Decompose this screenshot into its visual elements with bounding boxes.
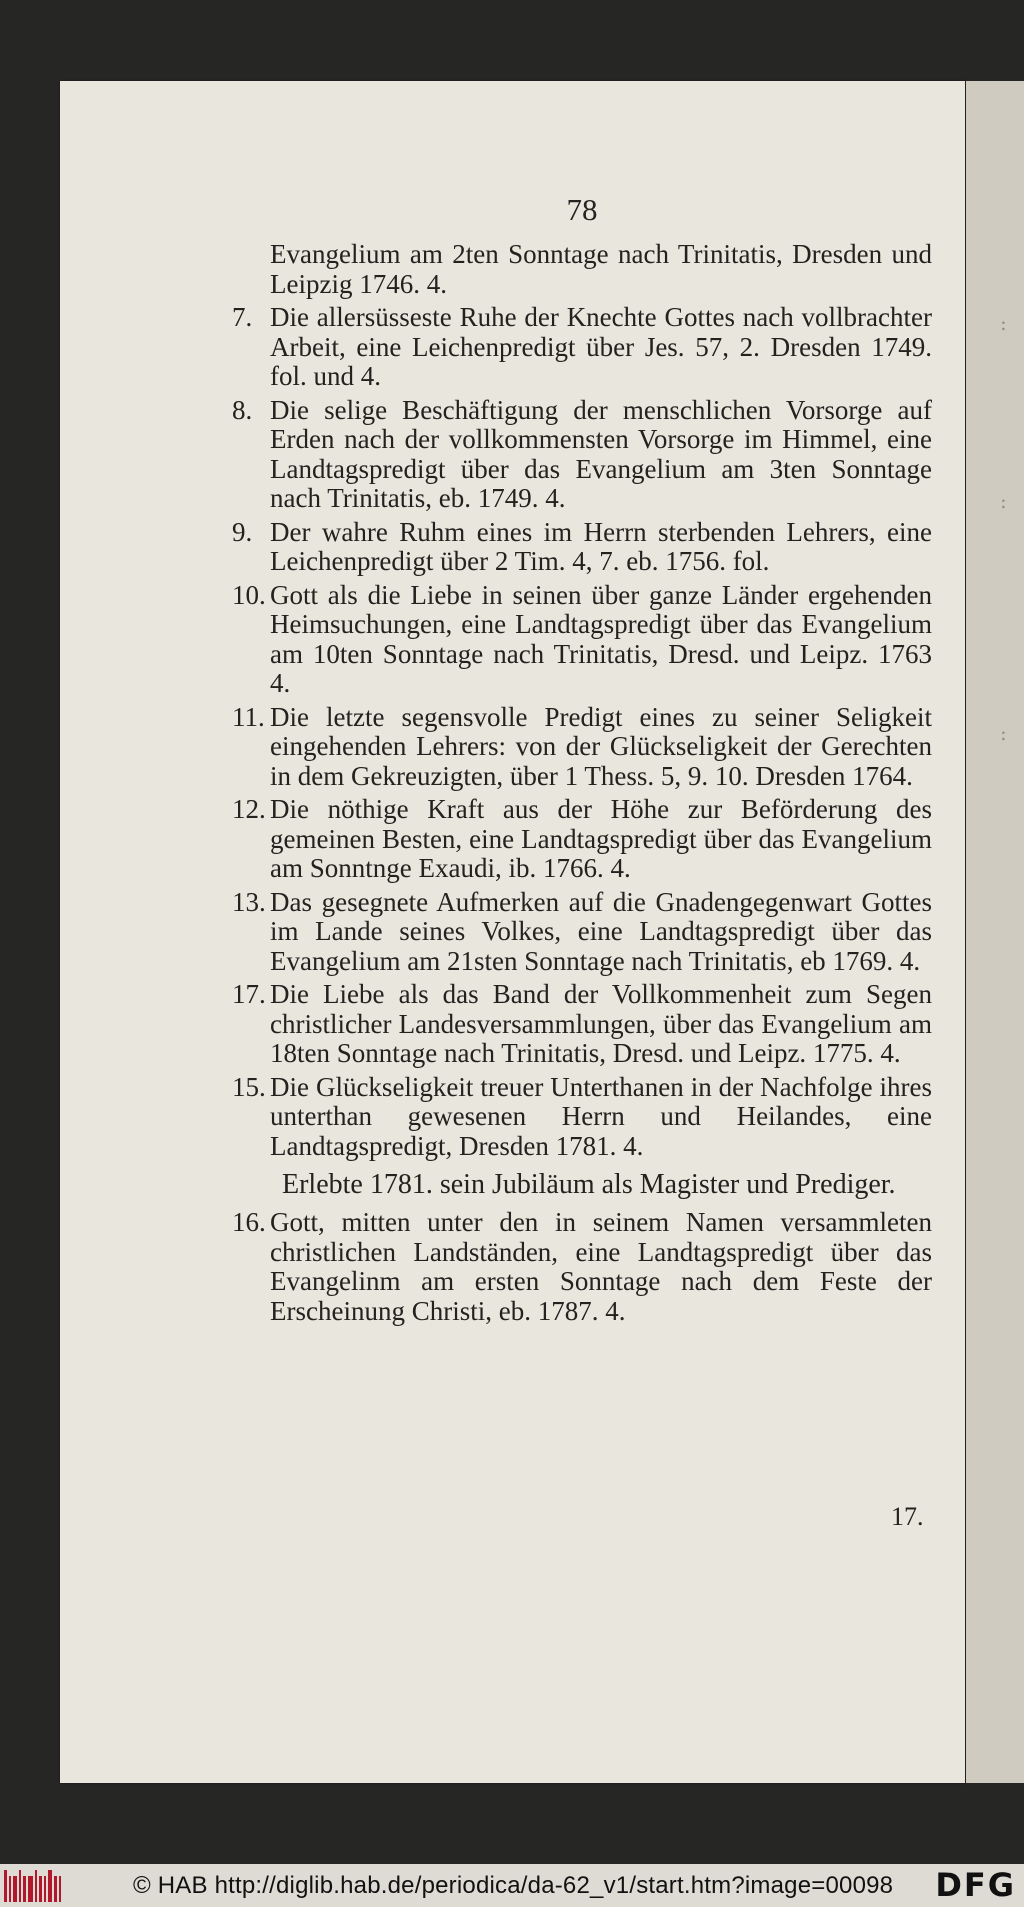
bleed-through-glyph: :	[1000, 311, 1007, 335]
entry-text: Die selige Beschäftigung der menschlichen Vorsorge auf Erden nach der vollkommensten Vorsorge im Himmel, eine Landtagspredigt über das Evangelium am 3ten Sonntage nach Trinitatis, eb. 1749. 4.	[270, 394, 932, 513]
barcode-bar	[59, 1876, 61, 1902]
bibliography-list	[232, 240, 932, 1330]
page-number: 78	[566, 192, 598, 227]
entry-number: 10.	[232, 579, 266, 610]
list-item	[232, 888, 932, 977]
barcode-bar	[54, 1876, 57, 1902]
barcode-bar	[44, 1876, 46, 1902]
barcode-logo	[4, 1870, 63, 1902]
list-item	[232, 303, 932, 392]
bleed-through-glyph: :	[1000, 489, 1007, 513]
barcode-bar	[48, 1870, 52, 1902]
adjacent-page-edge	[966, 81, 1024, 1783]
list-item	[232, 703, 932, 792]
list-item	[232, 1073, 932, 1162]
entry-text: Das gesegnete Aufmerken auf die Gnadengegenwart Gottes im Lande seines Volkes, eine Landtagspredigt über das Evangelium am 21sten Sonntage nach Trinitatis, eb 1769. 4.	[270, 886, 932, 976]
entry-text: Gott, mitten unter den in seinem Namen versammleten christlichen Landständen, eine Landtagspredigt über das Evangelinm am ersten Sonntage nach dem Feste der Erscheinung Christi, eb. 1787. 4.	[270, 1207, 932, 1326]
entry-number: 13.	[232, 886, 266, 917]
barcode-bar	[35, 1870, 37, 1902]
list-item	[232, 1208, 932, 1326]
entry-number: 7.	[232, 302, 253, 332]
entry-text: Die letzte segensvolle Predigt eines zu seiner Seligkeit eingehenden Lehrers: von der Glückseligkeit der Gerechten in dem Gekreuzigten, über 1 Thess. 5, 9. 10. Dresden 1764.	[270, 701, 932, 791]
barcode-bar	[39, 1876, 42, 1902]
entry-number: 17.	[232, 979, 266, 1009]
list-item	[232, 581, 932, 699]
entry-text: Die Glückseligkeit treuer Unterthanen in der Nachfolge ihres unterthan gewesenen Herrn und Heilandes, eine Landtagspredigt, Dresden 1781. 4.	[270, 1071, 932, 1161]
barcode-bar	[19, 1870, 21, 1902]
list-item	[232, 518, 932, 577]
entry-number: 15.	[232, 1071, 266, 1102]
barcode-bar	[13, 1876, 17, 1902]
bleed-through-glyph: :	[1000, 721, 1007, 745]
barcode-bar	[23, 1876, 26, 1902]
footer-bar	[0, 1864, 1024, 1907]
entry-text: Die nöthige Kraft aus der Höhe zur Beförderung des gemeinen Besten, eine Landtagspredigt über das Evangelium am Sonntnge Exaudi, ib. 1766. 4.	[270, 794, 932, 883]
list-item	[232, 240, 932, 299]
list-item	[232, 980, 932, 1069]
entry-number: 12.	[232, 794, 266, 824]
dfg-logo: DFG	[935, 1866, 1016, 1904]
entry-text: Die allersüsseste Ruhe der Knechte Gottes nach vollbrachter Arbeit, eine Leichenpredigt über Jes. 57, 2. Dresden 1749. fol. und 4.	[270, 302, 932, 391]
barcode-bar	[28, 1876, 33, 1902]
barcode-bar	[4, 1870, 7, 1902]
list-item	[232, 795, 932, 884]
entry-text: Der wahre Ruhm eines im Herrn sterbenden Lehrers, eine Leichenpredigt über 2 Tim. 4, 7. eb. 1756. fol.	[270, 516, 932, 576]
entry-number: 11.	[232, 701, 265, 732]
source-url[interactable]: © HAB http://diglib.hab.de/periodica/da-62_v1/start.htm?image=00098	[133, 1871, 894, 1899]
entry-text: Gott als die Liebe in seinen über ganze Länder ergehenden Heimsuchungen, eine Landtagspredigt über das Evangelium am 10ten Sonntage nach Trinitatis, Dresd. und Leipz. 1763 4.	[270, 579, 932, 698]
entry-number: 9.	[232, 516, 253, 547]
catchword: 17.	[891, 1502, 924, 1531]
entry-text: Evangelium am 2ten Sonntage nach Trinitatis, Dresden und Leipzig 1746. 4.	[270, 239, 932, 299]
biographical-note: Erlebte 1781. sein Jubiläum als Magister und Prediger.	[282, 1169, 896, 1200]
entry-number: 16.	[232, 1207, 266, 1237]
entry-text: Die Liebe als das Band der Vollkommenheit zum Segen christlicher Landesversammlungen, über das Evangelium am 18ten Sonntage nach Trinitatis, Dresd. und Leipz. 1775. 4.	[270, 979, 932, 1068]
list-item	[232, 396, 932, 514]
barcode-bar	[9, 1876, 11, 1902]
entry-number: 8.	[232, 394, 253, 425]
